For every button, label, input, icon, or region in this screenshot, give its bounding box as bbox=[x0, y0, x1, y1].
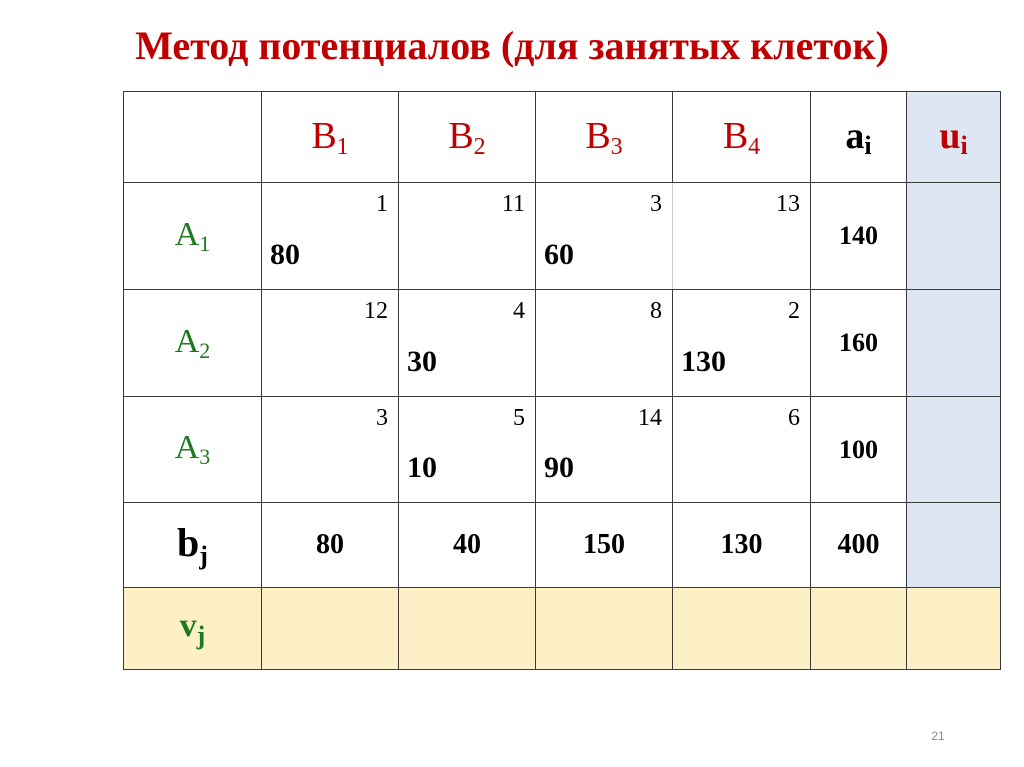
allocation: 60 bbox=[544, 238, 574, 271]
allocation: 90 bbox=[544, 451, 574, 484]
row-a1 bbox=[124, 183, 1001, 290]
corner-cell bbox=[124, 92, 262, 183]
v-u bbox=[907, 588, 1001, 670]
v-b1 bbox=[262, 588, 399, 670]
cost: 5 bbox=[513, 405, 525, 431]
transport-table bbox=[123, 91, 1001, 670]
header-u: $u_i$ bbox=[907, 92, 1001, 183]
slide-title: Метод потенциалов (для занятых клеток) bbox=[135, 23, 889, 68]
cost: 2 bbox=[788, 298, 800, 324]
header-b1: $B_1$ bbox=[262, 92, 399, 183]
cost: 13 bbox=[776, 191, 800, 217]
cell-a3-b1 bbox=[262, 397, 399, 503]
cost: 6 bbox=[788, 405, 800, 431]
cost: 1 bbox=[376, 191, 388, 217]
u-demand bbox=[907, 503, 1001, 588]
cost: 14 bbox=[638, 405, 662, 431]
header-row bbox=[124, 92, 1001, 183]
supply-a3: 100 bbox=[811, 397, 907, 503]
demand-b1: 80 bbox=[262, 503, 399, 588]
cell-a1-b4 bbox=[673, 183, 811, 290]
row-a2 bbox=[124, 290, 1001, 397]
cost: 11 bbox=[501, 191, 525, 217]
demand-b4: 130 bbox=[673, 503, 811, 588]
header-b3: $B_3$ bbox=[536, 92, 673, 183]
demand-total: 400 bbox=[811, 503, 907, 588]
cost: 4 bbox=[513, 298, 525, 324]
u-a3 bbox=[907, 397, 1001, 503]
header-b4: $B_4$ bbox=[673, 92, 811, 183]
cell-a1-b1 bbox=[262, 183, 399, 290]
demand-b2: 40 bbox=[399, 503, 536, 588]
cell-a1-b2 bbox=[399, 183, 536, 290]
allocation: 10 bbox=[407, 451, 437, 484]
cell-a3-b3 bbox=[536, 397, 673, 503]
v-row bbox=[124, 588, 1001, 670]
allocation: 80 bbox=[270, 238, 300, 271]
cell-a2-b3 bbox=[536, 290, 673, 397]
v-b2 bbox=[399, 588, 536, 670]
cell-a2-b1 bbox=[262, 290, 399, 397]
cell-a3-b2 bbox=[399, 397, 536, 503]
allocation: 30 bbox=[407, 345, 437, 378]
slide-number: 21 bbox=[931, 729, 945, 743]
supply-a2: 160 bbox=[811, 290, 907, 397]
v-label: $v_j$ bbox=[124, 588, 262, 670]
demand-label: $b_j$ bbox=[124, 503, 262, 588]
v-b4 bbox=[673, 588, 811, 670]
row-a3 bbox=[124, 397, 1001, 503]
cell-a1-b3 bbox=[536, 183, 673, 290]
header-supply: $a_i$ bbox=[811, 92, 907, 183]
row-label-a2: $A_2$ bbox=[124, 290, 262, 397]
allocation: 130 bbox=[681, 345, 726, 378]
header-b2: $B_2$ bbox=[399, 92, 536, 183]
demand-b3: 150 bbox=[536, 503, 673, 588]
demand-row bbox=[124, 503, 1001, 588]
cell-a2-b2 bbox=[399, 290, 536, 397]
u-a1 bbox=[907, 183, 1001, 290]
row-label-a1: $A_1$ bbox=[124, 183, 262, 290]
cost: 3 bbox=[376, 405, 388, 431]
u-a2 bbox=[907, 290, 1001, 397]
row-label-a3: $A_3$ bbox=[124, 397, 262, 503]
cell-a2-b4 bbox=[673, 290, 811, 397]
cost: 12 bbox=[364, 298, 388, 324]
v-b3 bbox=[536, 588, 673, 670]
v-supply bbox=[811, 588, 907, 670]
cost: 3 bbox=[650, 191, 662, 217]
supply-a1: 140 bbox=[811, 183, 907, 290]
cost: 8 bbox=[650, 298, 662, 324]
cell-a3-b4 bbox=[673, 397, 811, 503]
